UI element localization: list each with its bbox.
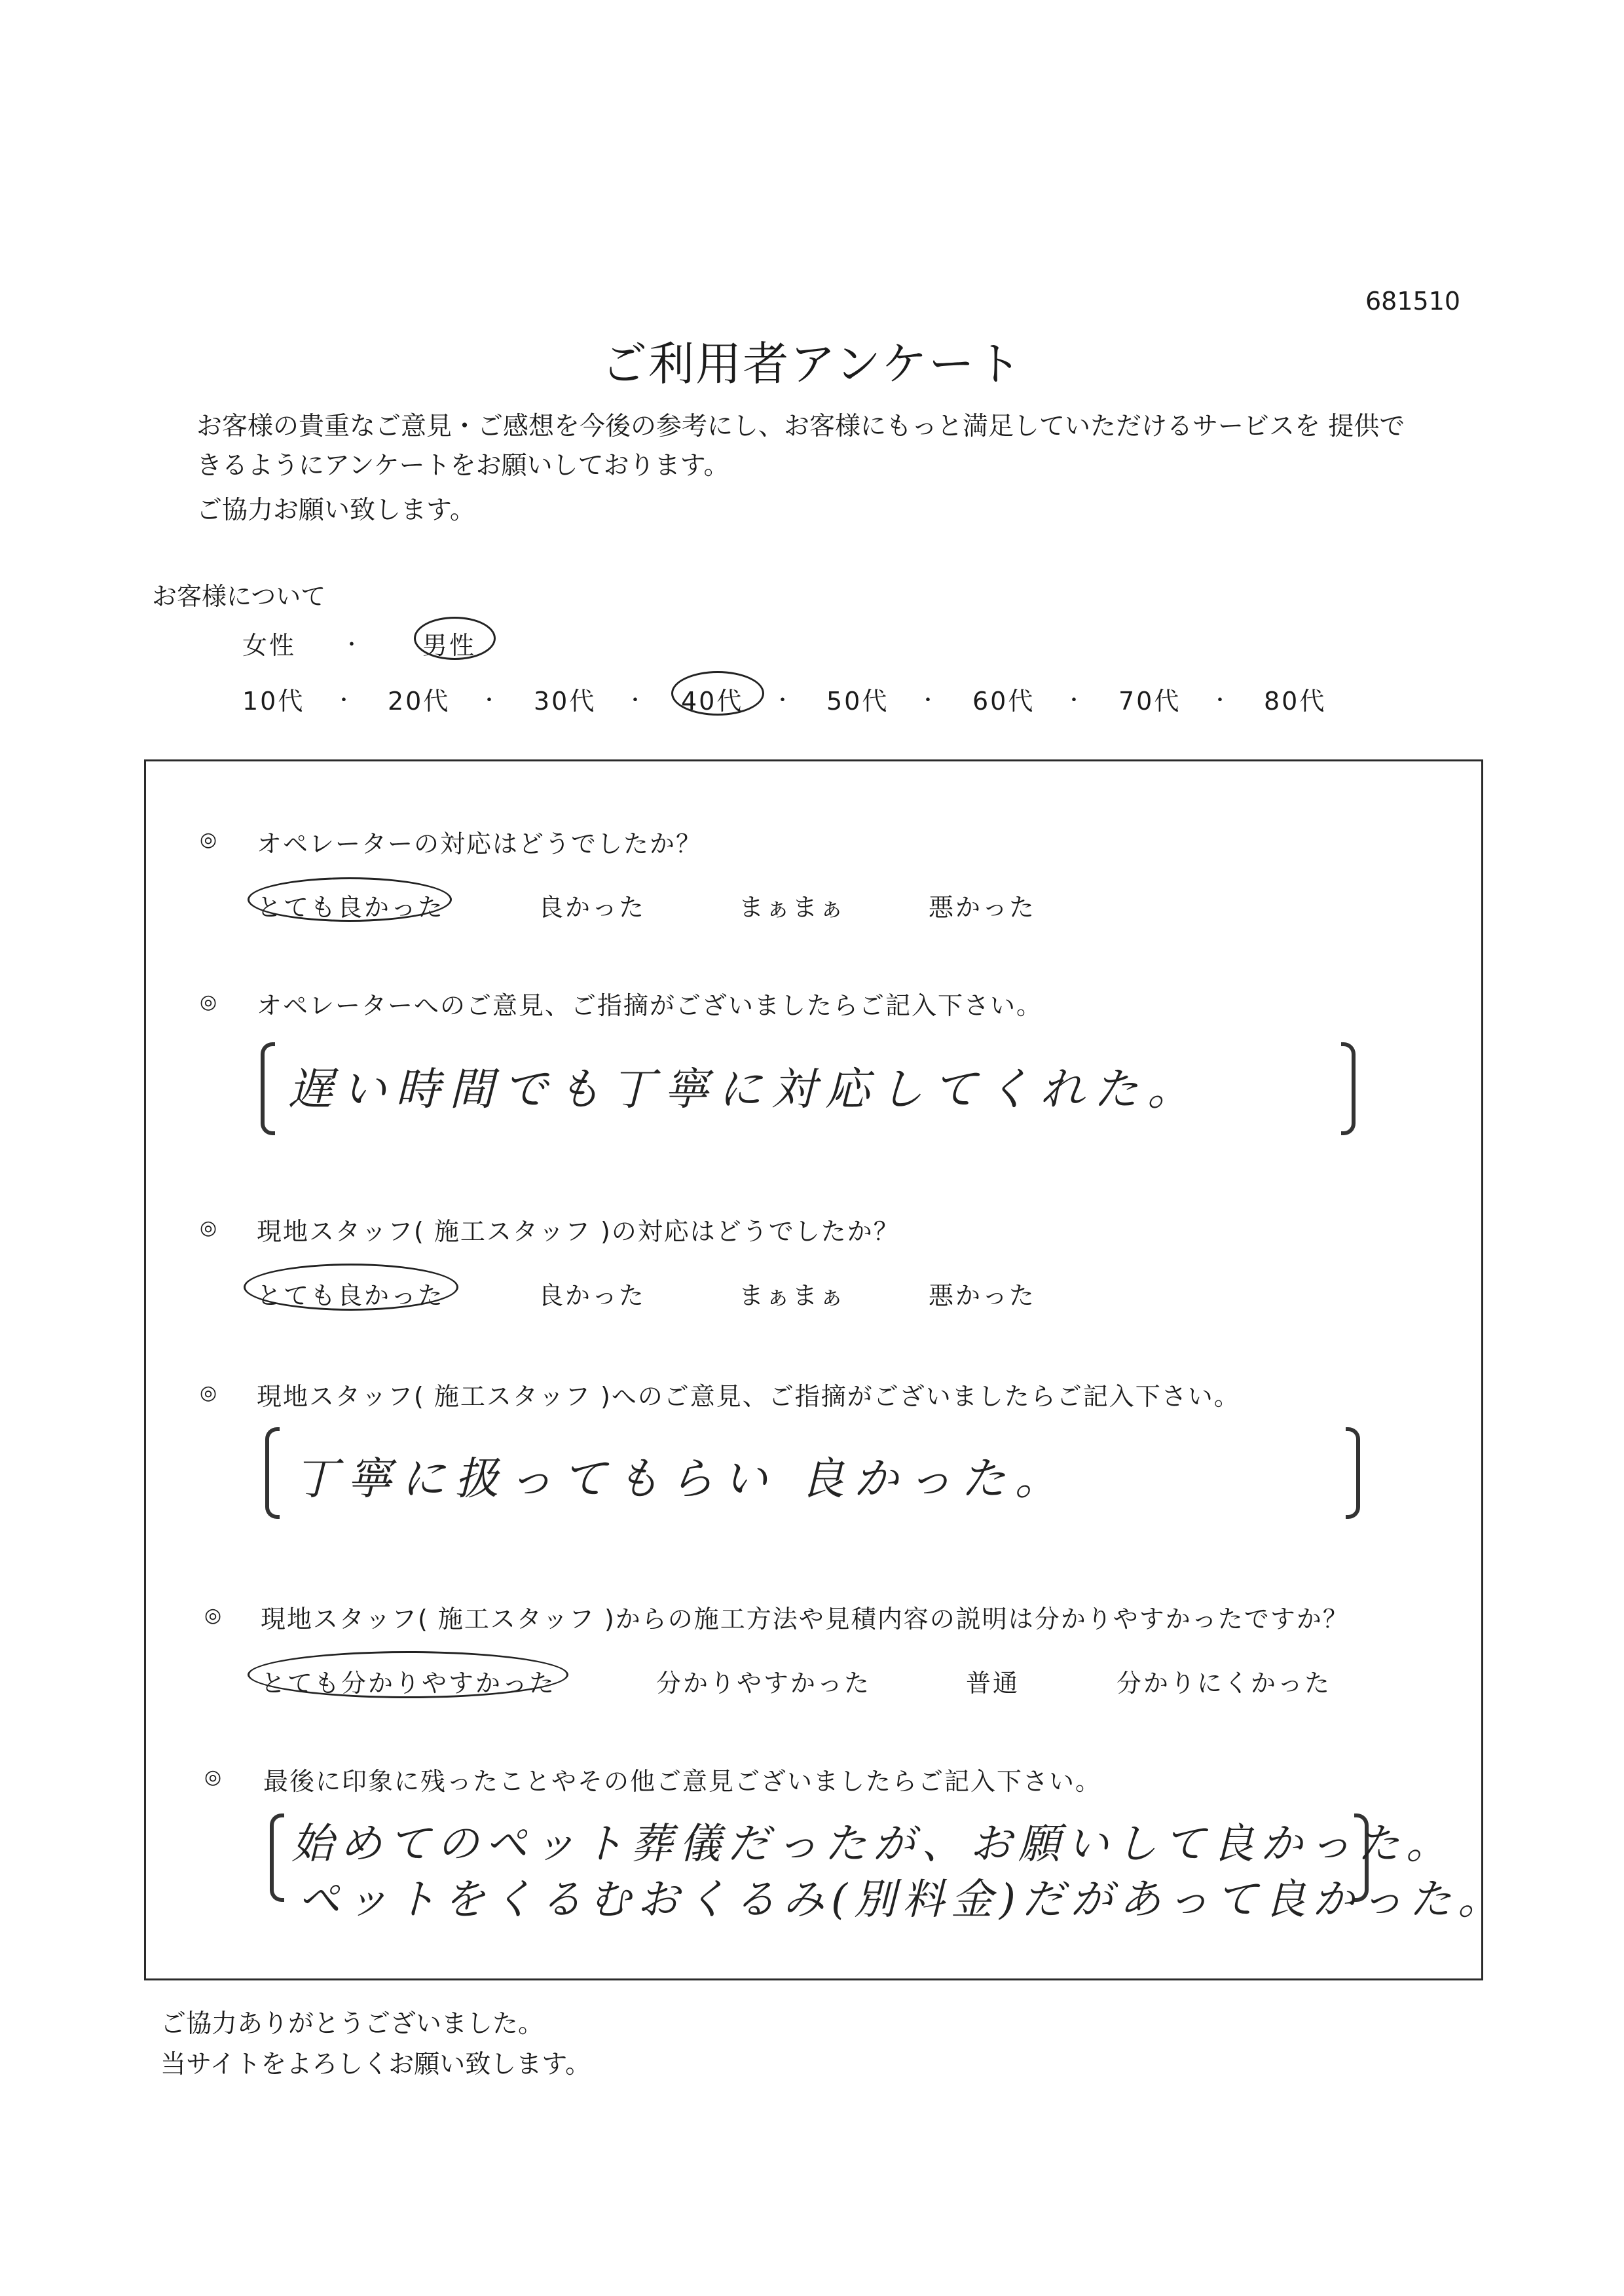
separator: ・ <box>334 689 354 712</box>
q3-option-very-good[interactable]: とても良かった <box>257 1281 445 1310</box>
separator: ・ <box>342 634 361 657</box>
answer-bracket-left <box>265 1427 280 1519</box>
gender-option-male[interactable]: 男性 <box>422 631 477 660</box>
separator: ・ <box>479 689 499 712</box>
bullet-icon: ◎ <box>200 1216 217 1239</box>
age-option-60[interactable]: 60代 <box>972 687 1035 716</box>
intro-line-2: きるようにアンケートをお願いしております。 <box>196 451 729 481</box>
bullet-icon: ◎ <box>200 991 217 1013</box>
selection-circle <box>248 877 452 922</box>
q2-handwritten-answer: 遅い時間でも丁寧に対応してくれた。 <box>288 1064 1202 1116</box>
separator: ・ <box>625 689 645 712</box>
q4-handwritten-answer: 丁寧に扱ってもらい 良かった。 <box>293 1453 1069 1505</box>
age-option-20[interactable]: 20代 <box>388 687 451 716</box>
gender-option-female[interactable]: 女性 <box>242 631 297 660</box>
selection-circle <box>248 1651 568 1698</box>
selection-circle <box>414 617 496 660</box>
age-option-70[interactable]: 70代 <box>1118 687 1181 716</box>
q1-option-average[interactable]: まぁまぁ <box>739 893 847 922</box>
answer-bracket-right <box>1346 1427 1360 1519</box>
q5-option-very-clear[interactable]: とても分かりやすかった <box>261 1669 557 1698</box>
intro-line-1: お客様の貴重なご意見・ご感想を今後の参考にし、お客様にもっと満足していただけるサービスを 提供で <box>196 412 1405 441</box>
q1-option-bad[interactable]: 悪かった <box>929 893 1037 922</box>
bullet-icon: ◎ <box>204 1604 222 1627</box>
separator: ・ <box>918 689 938 712</box>
q5-option-normal[interactable]: 普通 <box>966 1669 1020 1698</box>
separator: ・ <box>1210 689 1230 712</box>
question-1: オペレーターの対応はどうでしたか？ <box>257 829 703 858</box>
question-2: オペレーターへのご意見、ご指摘がございましたらご記入下さい。 <box>257 991 1043 1020</box>
q3-option-average[interactable]: まぁまぁ <box>739 1281 847 1310</box>
separator: ・ <box>773 689 792 712</box>
answer-bracket-left <box>270 1813 284 1902</box>
question-6: 最後に印象に残ったことやその他ご意見ございましたらご記入下さい。 <box>263 1767 1102 1796</box>
age-option-80[interactable]: 80代 <box>1264 687 1327 716</box>
selection-circle <box>244 1264 458 1311</box>
question-5: 現地スタッフ( 施工スタッフ )からの施工方法や見積内容の説明は分かりやすかったですか？ <box>261 1605 1349 1633</box>
question-3: 現地スタッフ( 施工スタッフ )の対応はどうでしたか？ <box>257 1217 900 1246</box>
questionnaire-frame <box>144 759 1483 1980</box>
q3-option-bad[interactable]: 悪かった <box>929 1281 1037 1310</box>
closing-line-1: ご協力ありがとうございました。 <box>160 2009 544 2039</box>
selection-circle <box>671 671 764 716</box>
answer-bracket-right <box>1341 1042 1356 1135</box>
bullet-icon: ◎ <box>204 1766 222 1789</box>
question-4: 現地スタッフ( 施工スタッフ )へのご意見、ご指摘がございましたらご記入下さい。 <box>257 1382 1240 1411</box>
bullet-icon: ◎ <box>200 1381 217 1404</box>
answer-bracket-left <box>261 1042 275 1135</box>
age-option-40[interactable]: 40代 <box>681 687 744 716</box>
q1-option-very-good[interactable]: とても良かった <box>257 893 445 922</box>
q1-option-good[interactable]: 良かった <box>538 893 646 922</box>
age-option-30[interactable]: 30代 <box>534 687 597 716</box>
bullet-icon: ◎ <box>200 828 217 851</box>
separator: ・ <box>1064 689 1084 712</box>
page-title: ご利用者アンケート <box>601 337 1023 391</box>
q5-option-unclear[interactable]: 分かりにくかった <box>1116 1669 1332 1698</box>
q3-option-good[interactable]: 良かった <box>538 1281 646 1310</box>
age-option-50[interactable]: 50代 <box>826 687 889 716</box>
q6-handwritten-answer-line-2: ペットをくるむおくるみ(別料金)だがあって良かった。 <box>298 1876 1507 1924</box>
document-id: 681510 <box>1365 287 1461 316</box>
q5-option-clear[interactable]: 分かりやすかった <box>656 1669 872 1698</box>
closing-line-2: 当サイトをよろしくお願い致します。 <box>160 2050 591 2079</box>
intro-line-3: ご協力お願い致します。 <box>196 496 475 525</box>
q6-handwritten-answer-line-1: 始めてのペット葬儀だったが、お願いして良かった。 <box>291 1820 1454 1868</box>
age-option-10[interactable]: 10代 <box>242 687 305 716</box>
customer-heading: お客様について <box>152 582 326 611</box>
